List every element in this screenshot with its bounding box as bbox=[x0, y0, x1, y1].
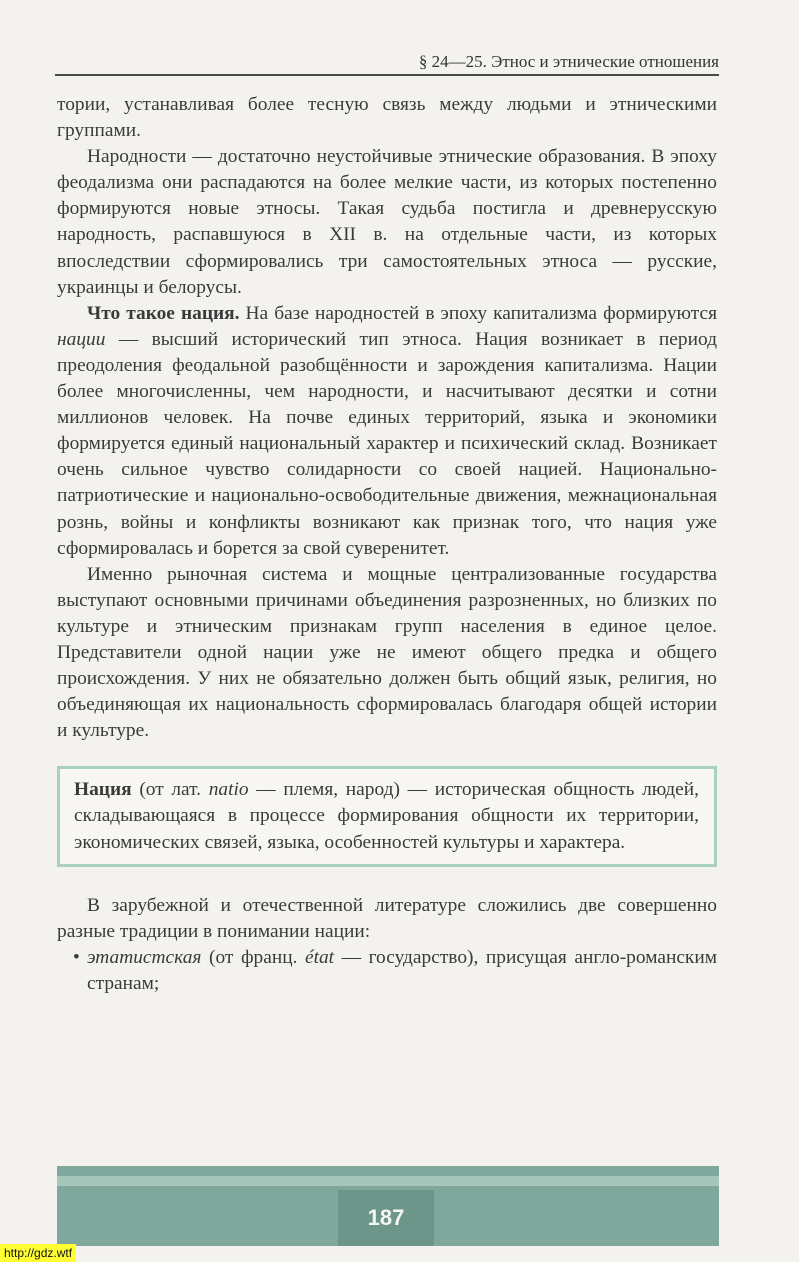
bullet-foreign: état bbox=[304, 946, 335, 968]
footer-stripe bbox=[57, 1176, 719, 1186]
paragraph-nation: Что такое нация. На базе народностей в эпоху капитализма формируются нации — высший исторический тип этноса. Нация возникает в период преодоления феодальной разобщённости и зарождения капитализма. Нации более многочисленны, чем народности, и насчитывают десятки и сотни миллионов человек. На почве единых территорий, языка и экономики формируется единый национальный характер и психический склад. Возникает очень сильное чувство солидарности со своей нацией. Национально-патриотические и национально-освободительные движения, межнациональная рознь, войны и конфликты возникают как признак того, что нация уже сформировалась и борется за свой суверенитет. bbox=[57, 302, 717, 559]
bullet-list bbox=[57, 945, 717, 997]
subheading: Что такое нация. bbox=[87, 302, 240, 324]
section-title: § 24—25. Этнос и этнические отношения bbox=[418, 52, 719, 71]
paragraph-continuation: тории, устанавливая более тесную связь между людьми и этническими группами. bbox=[57, 94, 717, 142]
bullet-term: этатистская bbox=[87, 946, 202, 968]
definition-box: Нация (от лат. natio — племя, народ) — историческая общность людей, складывающаяся в процессе формирования общности их территории, экономических связей, языка, особенностей культуры и характера. bbox=[57, 766, 717, 866]
definition-latin: natio bbox=[208, 779, 249, 801]
bullet-marker: • bbox=[73, 946, 80, 968]
page-number: 187 bbox=[338, 1190, 434, 1246]
paragraph-traditions: В зарубежной и отечественной литературе сложились две совершенно разные традиции в понимании нации: bbox=[57, 894, 717, 942]
definition-term: Нация bbox=[74, 779, 132, 801]
paragraph-narodnosti: Народности — достаточно неустойчивые этнические образования. В эпоху феодализма они распадаются на более мелкие части, из которых постепенно формируются новые этносы. Такая судьба постигла и древнерусскую народность, распавшуюся в XII в. на отдельные части, из которых впоследствии сформировались три самостоятельных этноса — русские, украинцы и белорусы. bbox=[57, 146, 717, 298]
page-body bbox=[57, 92, 717, 997]
watermark-link[interactable]: http://gdz.wtf bbox=[0, 1244, 76, 1262]
term-nations: нации bbox=[57, 328, 106, 350]
list-item: • этатистская (от франц. état — государство), присущая англо-романским странам; bbox=[73, 946, 717, 994]
running-header bbox=[55, 52, 719, 76]
paragraph-market: Именно рыночная система и мощные централизованные государства выступают основными причинами объединения разрозненных, но близких по культуре и этническим признакам групп населения в единое целое. Представители одной нации уже не имеют общего предка и общего происхождения. У них не обязательно должен быть общий язык, религия, но объединяющая их национальность сформировалась благодаря общей истории и культуре. bbox=[57, 563, 717, 742]
